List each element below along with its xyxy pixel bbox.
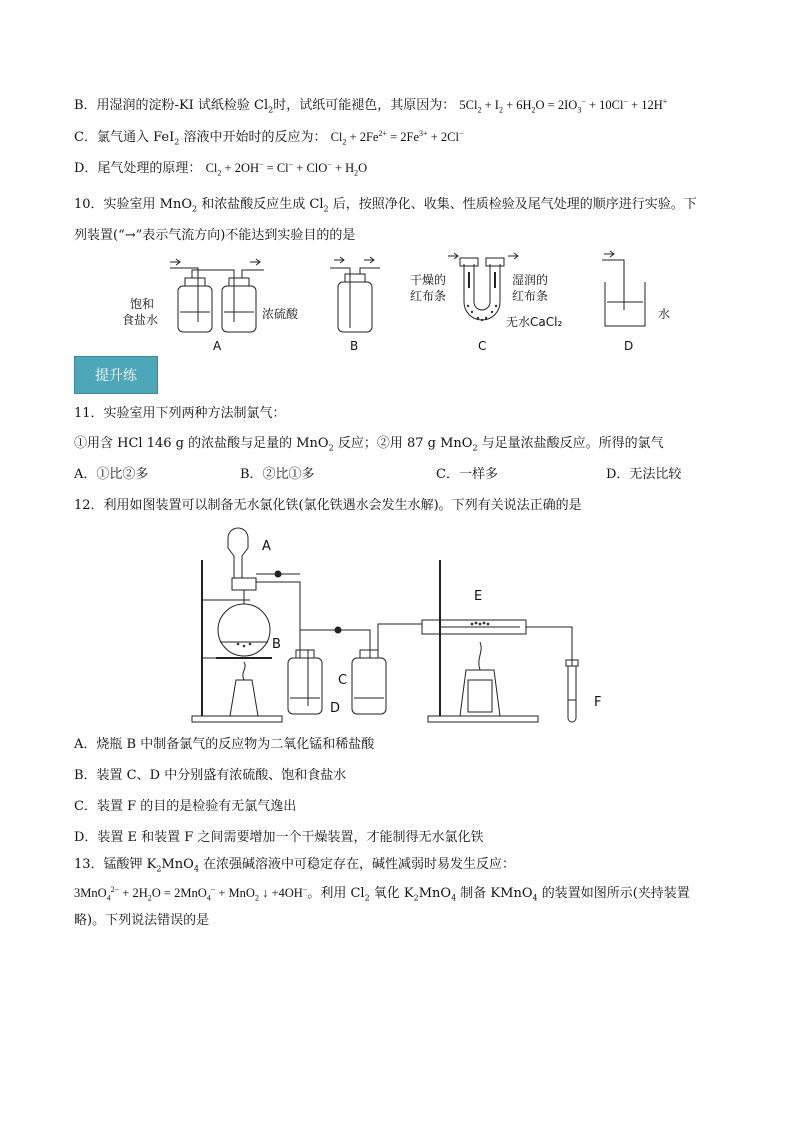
- q12-option-c: C．装置 F 的目的是检验有无氯气逸出: [74, 799, 297, 814]
- label-f: F: [594, 695, 602, 710]
- label-dry-cloth: 红布条: [410, 289, 447, 303]
- label-d: D: [330, 701, 341, 716]
- q12-option-d: D．装置 E 和装置 F 之间需要增加一个干燥装置，才能制得无水氯化铁: [74, 830, 484, 845]
- label-salt-water: 食盐水: [122, 313, 159, 327]
- q10-apparatus-figure: [122, 252, 690, 354]
- q10-stem-line2: 列装置(“→”表示气流方向)不能达到实验目的的是: [74, 228, 356, 243]
- label-b: B: [350, 339, 359, 353]
- q10-stem-line1: 10．实验室用 MnO$_2$ 和浓盐酸反应生成 $Cl_2$ 后，按照净化、收集、性质检验及尾气处理的顺序进行实验。下: [74, 197, 697, 214]
- label-sat: 饱和: [130, 297, 155, 311]
- q9-option-c: C．氯气通入 FeI$_2$ 溶液中开始时的反应为： $Cl_2 + 2Fe^{2+} = 2Fe^{3+} + 2Cl^-$: [74, 128, 464, 147]
- label-e: E: [474, 589, 483, 604]
- q11-option-d: D．无法比较: [606, 467, 682, 482]
- q12-apparatus-figure: [190, 530, 620, 726]
- label-d: D: [624, 339, 634, 353]
- label-c: C: [338, 673, 348, 688]
- label-c: C: [478, 339, 487, 353]
- q12-option-b: B．装置 C、D 中分别盛有浓硫酸、饱和食盐水: [74, 768, 347, 783]
- label-dry: 干燥的: [410, 273, 447, 287]
- q12-option-a: A．烧瓶 B 中制备氯气的反应物为二氧化锰和稀盐酸: [74, 737, 375, 752]
- q13-stem-line2: $3MnO_4^{2-} + 2H_2O = 2MnO_4^- + MnO_2$ ↓ +4OH−。利用 $Cl_2$ 氧化 $K_2MnO_4$ 制备 KMnO$_4$ 的装置如图所示(夹持装置: [74, 884, 690, 903]
- q9-option-d: D．尾气处理的原理： $Cl_2 + 2OH^- = Cl^- + ClO^- + H_2O$: [74, 159, 368, 178]
- label-conc-acid: 浓硫酸: [262, 307, 299, 321]
- q13-stem-line3: 略)。下列说法错误的是: [74, 913, 210, 928]
- q11-option-c: C．一样多: [436, 467, 498, 482]
- q11-option-b: B．②比①多: [240, 467, 315, 482]
- label-wet: 湿润的: [512, 273, 549, 287]
- q12-stem: 12．利用如图装置可以制备无水氯化铁(氯化铁遇水会发生水解)。下列有关说法正确的是: [74, 498, 582, 513]
- label-a: A: [213, 339, 222, 353]
- q11-stem: 11．实验室用下列两种方法制氯气：: [74, 406, 286, 421]
- label-b: B: [272, 637, 281, 652]
- section-badge: 提升练: [74, 356, 158, 394]
- label-wet-cloth: 红布条: [512, 289, 549, 303]
- q9-option-b: B．用湿润的淀粉-KI 试纸检验 $Cl_2$时，试纸可能褪色，其原因为： $5Cl_2 + I_2 + 6H_2O = 2IO_3^- + 10Cl^- + 12H^+$: [74, 96, 668, 115]
- label-water: 水: [658, 307, 671, 321]
- q11-detail: ①用含 HCl 146 g 的浓盐酸与足量的 MnO$_2$ 反应；②用 87 g MnO$_2$ 与足量浓盐酸反应。所得的氯气: [74, 436, 664, 453]
- q13-stem-line1: 13．锰酸钾 $K_2MnO_4$ 在浓强碱溶液中可稳定存在，碱性减弱时易发生反应：: [74, 857, 516, 874]
- label-a: A: [262, 539, 271, 554]
- q11-option-a: A．①比②多: [74, 467, 149, 482]
- label-cacl2: 无水CaCl₂: [506, 315, 563, 329]
